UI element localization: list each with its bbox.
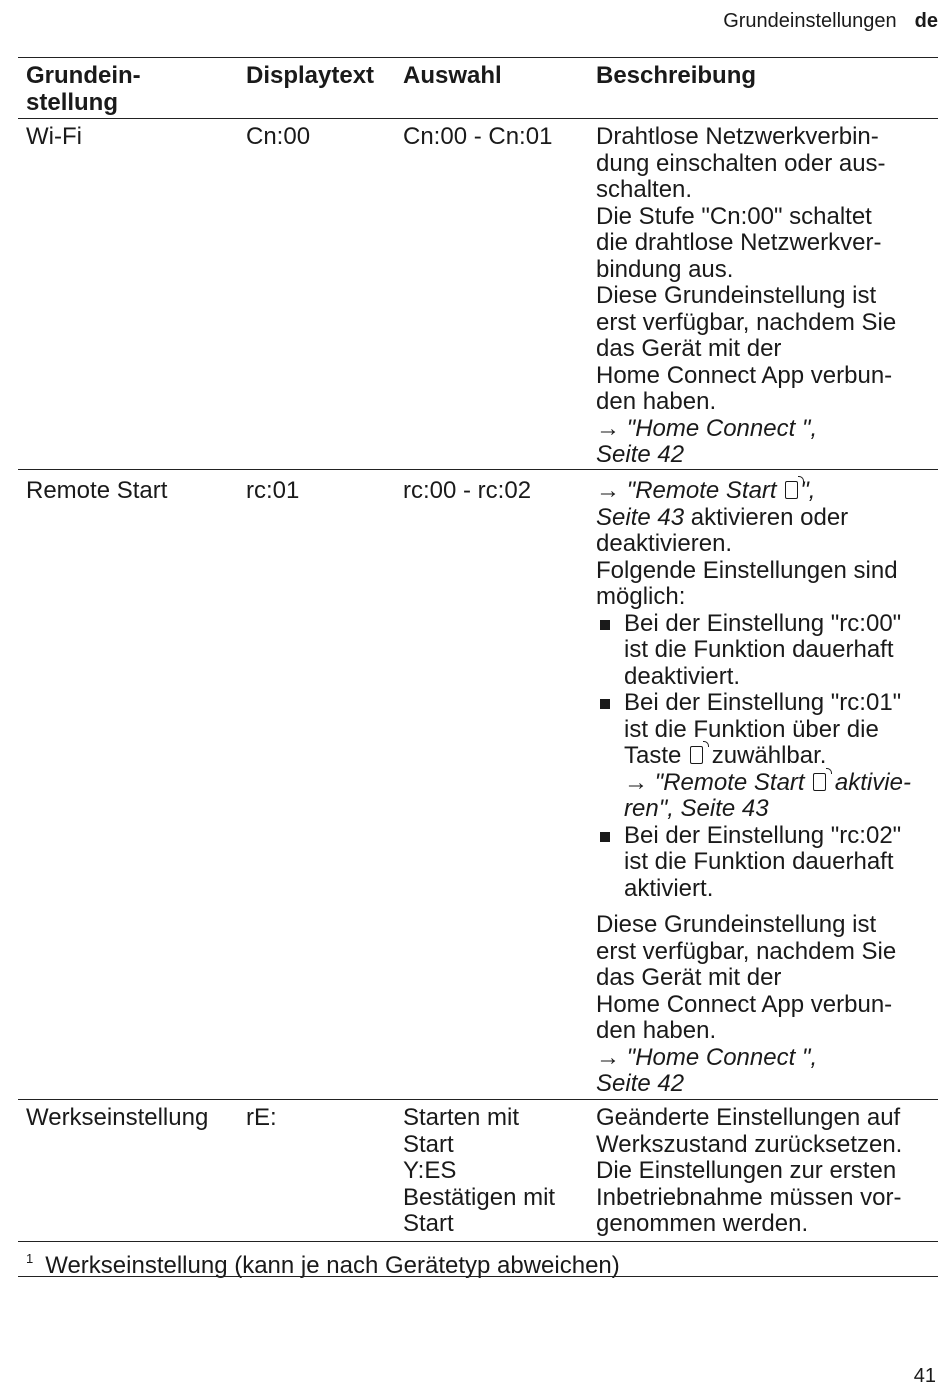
row-remote-description: → "Remote Start ", Seite 43 aktivieren oder deaktivieren. Folgende Einstellungen sind möglich: Bei der Einstellung "rc:00" ist die Funktion dauerhaft deaktiviert. Bei der Einstellung "rc:01" ist die Funktion über die Taste zuwählbar. → "Remote Start aktivie- ren", Seite 43 Bei der Einstellung "rc:02" ist die Funktion dauerhaft aktiviert. Diese Grundeinstellung ist erst verfügbar, nachdem Sie das Gerät mit der Home Connect App verbun- den haben. → "Home Connect ", Seite 42 [596, 477, 911, 1097]
footnote-text: Werkseinstellung (kann je nach Gerätetyp abweichen) [45, 1252, 620, 1279]
row-rule-1 [18, 469, 938, 470]
running-header-language: de [914, 10, 938, 32]
row-factory-selection: Starten mit Start Y:ES Bestätigen mit Start [403, 1104, 556, 1237]
row-remote-selection: rc:00 - rc:02 [403, 477, 532, 504]
footnote-rule [18, 1276, 938, 1277]
row-factory-setting: Werkseinstellung [26, 1104, 209, 1131]
remote-start-icon [813, 773, 826, 791]
row-wifi-display: Cn:00 [246, 123, 311, 150]
home-connect-page-link[interactable]: Seite 42 [596, 1070, 685, 1097]
row-wifi-description: Drahtlose Netzwerkverbin- dung einschalten oder aus- schalten. Die Stufe "Cn:00" schaltet die drahtlose Netzwerkver- bindung aus. Diese Grundeinstellung ist erst verfügbar, nachdem Sie das Gerät mit der Home Connect App verbun- den haben. → "Home Connect ", Seite 42 [596, 123, 897, 468]
remote-start-activate-link[interactable]: → "Remote Start aktivie- [624, 768, 911, 796]
bullet-rc01: Bei der Einstellung "rc:01" ist die Funktion über die Taste zuwählbar. → "Remote Start aktivie- ren", Seite 43 [596, 690, 911, 823]
start-key-label: Start [403, 1210, 454, 1237]
home-connect-page-link[interactable]: Seite 42 [596, 441, 685, 468]
remote-start-activate-page-link[interactable]: ren", Seite 43 [624, 795, 769, 822]
bullet-rc02: Bei der Einstellung "rc:02" ist die Funktion dauerhaft aktiviert. [596, 823, 911, 903]
bullet-square-icon [600, 832, 610, 842]
page-number: 41 [913, 1365, 936, 1387]
header-rule [18, 118, 938, 119]
row-wifi-selection: Cn:00 - Cn:01 [403, 123, 553, 150]
home-connect-link[interactable]: → "Home Connect ", [596, 414, 818, 442]
table-top-rule [18, 57, 938, 58]
row-remote-setting: Remote Start [26, 477, 168, 504]
footnote-marker: 1 [26, 1251, 34, 1266]
table-bottom-rule [18, 1241, 938, 1242]
running-header-section: Grundeinstellungen [723, 10, 897, 32]
remote-start-link[interactable]: → "Remote Start ", [596, 477, 816, 504]
header-displaytext: Displaytext [246, 62, 375, 89]
row-rule-2 [18, 1099, 938, 1100]
row-factory-description: Geänderte Einstellungen auf Werkszustand zurücksetzen. Die Einstellungen zur ersten Inbetriebnahme müssen vor- genommen werden. [596, 1104, 903, 1237]
running-header [723, 8, 938, 34]
remote-start-icon [785, 481, 798, 499]
header-description: Beschreibung [596, 62, 757, 89]
row-remote-display: rc:01 [246, 477, 300, 504]
row-wifi-setting: Wi-Fi [26, 123, 82, 150]
bullet-rc00: Bei der Einstellung "rc:00" ist die Funktion dauerhaft deaktiviert. [596, 611, 911, 691]
header-setting: Grundein- stellung [26, 62, 141, 116]
row-factory-display: rE: [246, 1104, 277, 1131]
footnote [26, 1246, 620, 1279]
start-key-label: Start [403, 1130, 454, 1158]
remote-start-icon [690, 746, 703, 764]
remote-start-page-link[interactable]: Seite 43 [596, 503, 685, 531]
header-selection: Auswahl [403, 62, 502, 89]
home-connect-link[interactable]: → "Home Connect ", [596, 1043, 818, 1071]
bullet-square-icon [600, 620, 610, 630]
bullet-square-icon [600, 699, 610, 709]
